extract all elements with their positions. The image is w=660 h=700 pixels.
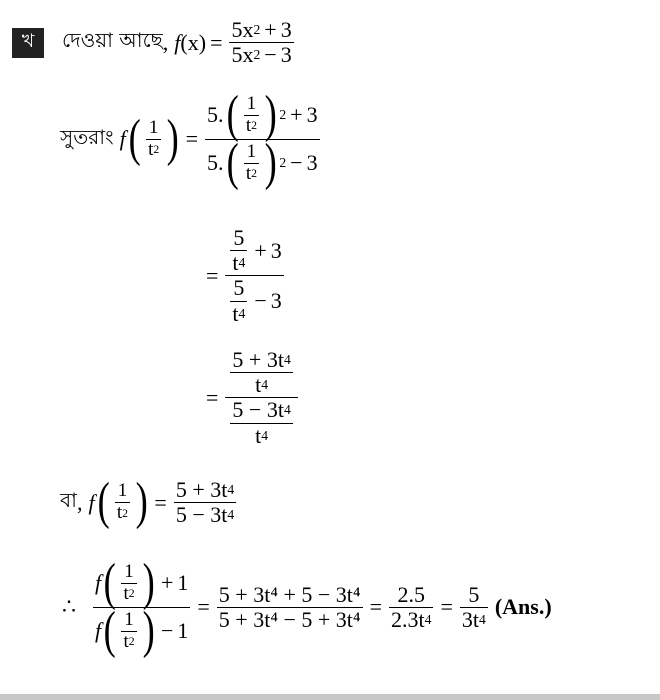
bottom-border	[0, 694, 660, 700]
simplified-fraction: 2.5 2.3 t 4	[391, 581, 432, 632]
equals: =	[210, 29, 223, 55]
x-arg: (x)	[180, 29, 207, 55]
or-label: বা	[60, 488, 77, 513]
given-label: দেওয়া আছে	[62, 28, 163, 53]
final-fraction: 5 3t 4	[461, 581, 486, 632]
result-fraction: 5 + 3t 4 5 − 3t 4	[175, 477, 235, 528]
given-line	[12, 18, 297, 67]
comma: ,	[162, 29, 169, 55]
step-three-line: = 5 + 3t 4 t 4 5 − 3t 4 t 4	[202, 348, 301, 448]
answer-label: (Ans.)	[494, 594, 552, 620]
therefore-symbol: ∴	[62, 594, 76, 620]
substitution-line: সুতরাং f ( 1 t 2 ) = 5. ( 1 t 2 ) 2 + 3 5. ( 1 t 2 ) 2 − 3	[60, 86, 318, 191]
f-symbol: f	[174, 29, 181, 55]
step-three-fraction: 5 + 3t 4 t 4 5 − 3t 4 t 4	[225, 348, 297, 448]
paren-arg: ( 1 t 2 )	[128, 109, 179, 167]
expanded-fraction: $\frac{\text{5 + 3t⁴ + 5 − 3t⁴}}{\text{5 + 3t⁴ − 5 + 3t⁴}}$	[218, 581, 361, 632]
step-two-line: = 5 t 4 + 3 5 t 4 − 3	[206, 225, 282, 326]
substituted-fraction: 5. ( 1 t 2 ) 2 + 3 5. ( 1 t 2 ) 2 − 3	[207, 86, 318, 191]
step-two-fraction: 5 t 4 + 3 5 t 4 − 3	[225, 226, 283, 326]
so-label: সুতরাং	[60, 124, 114, 149]
given-fraction: 5 x 2 + 3 5 x 2 − 3	[231, 17, 292, 68]
conclusion-line: ∴ f ( 1 t 2 ) + 1 f ( 1 t 2 ) − 1 = $\frac{\text{5 + 3t⁴ + 5 − 3t⁴}}{\text{5 + 3t⁴ − 5 + 3t⁴}}$ = 2.5 2.3 t 4 = 5 3t 4 (Ans.)	[62, 554, 552, 659]
ratio-fraction: f ( 1 t 2 ) + 1 f ( 1 t 2 ) − 1	[95, 554, 189, 659]
or-line: বা , f ( 1 t 2 ) = 5 + 3t 4 5 − 3t 4	[60, 473, 235, 531]
marker-badge: খ	[12, 28, 44, 58]
